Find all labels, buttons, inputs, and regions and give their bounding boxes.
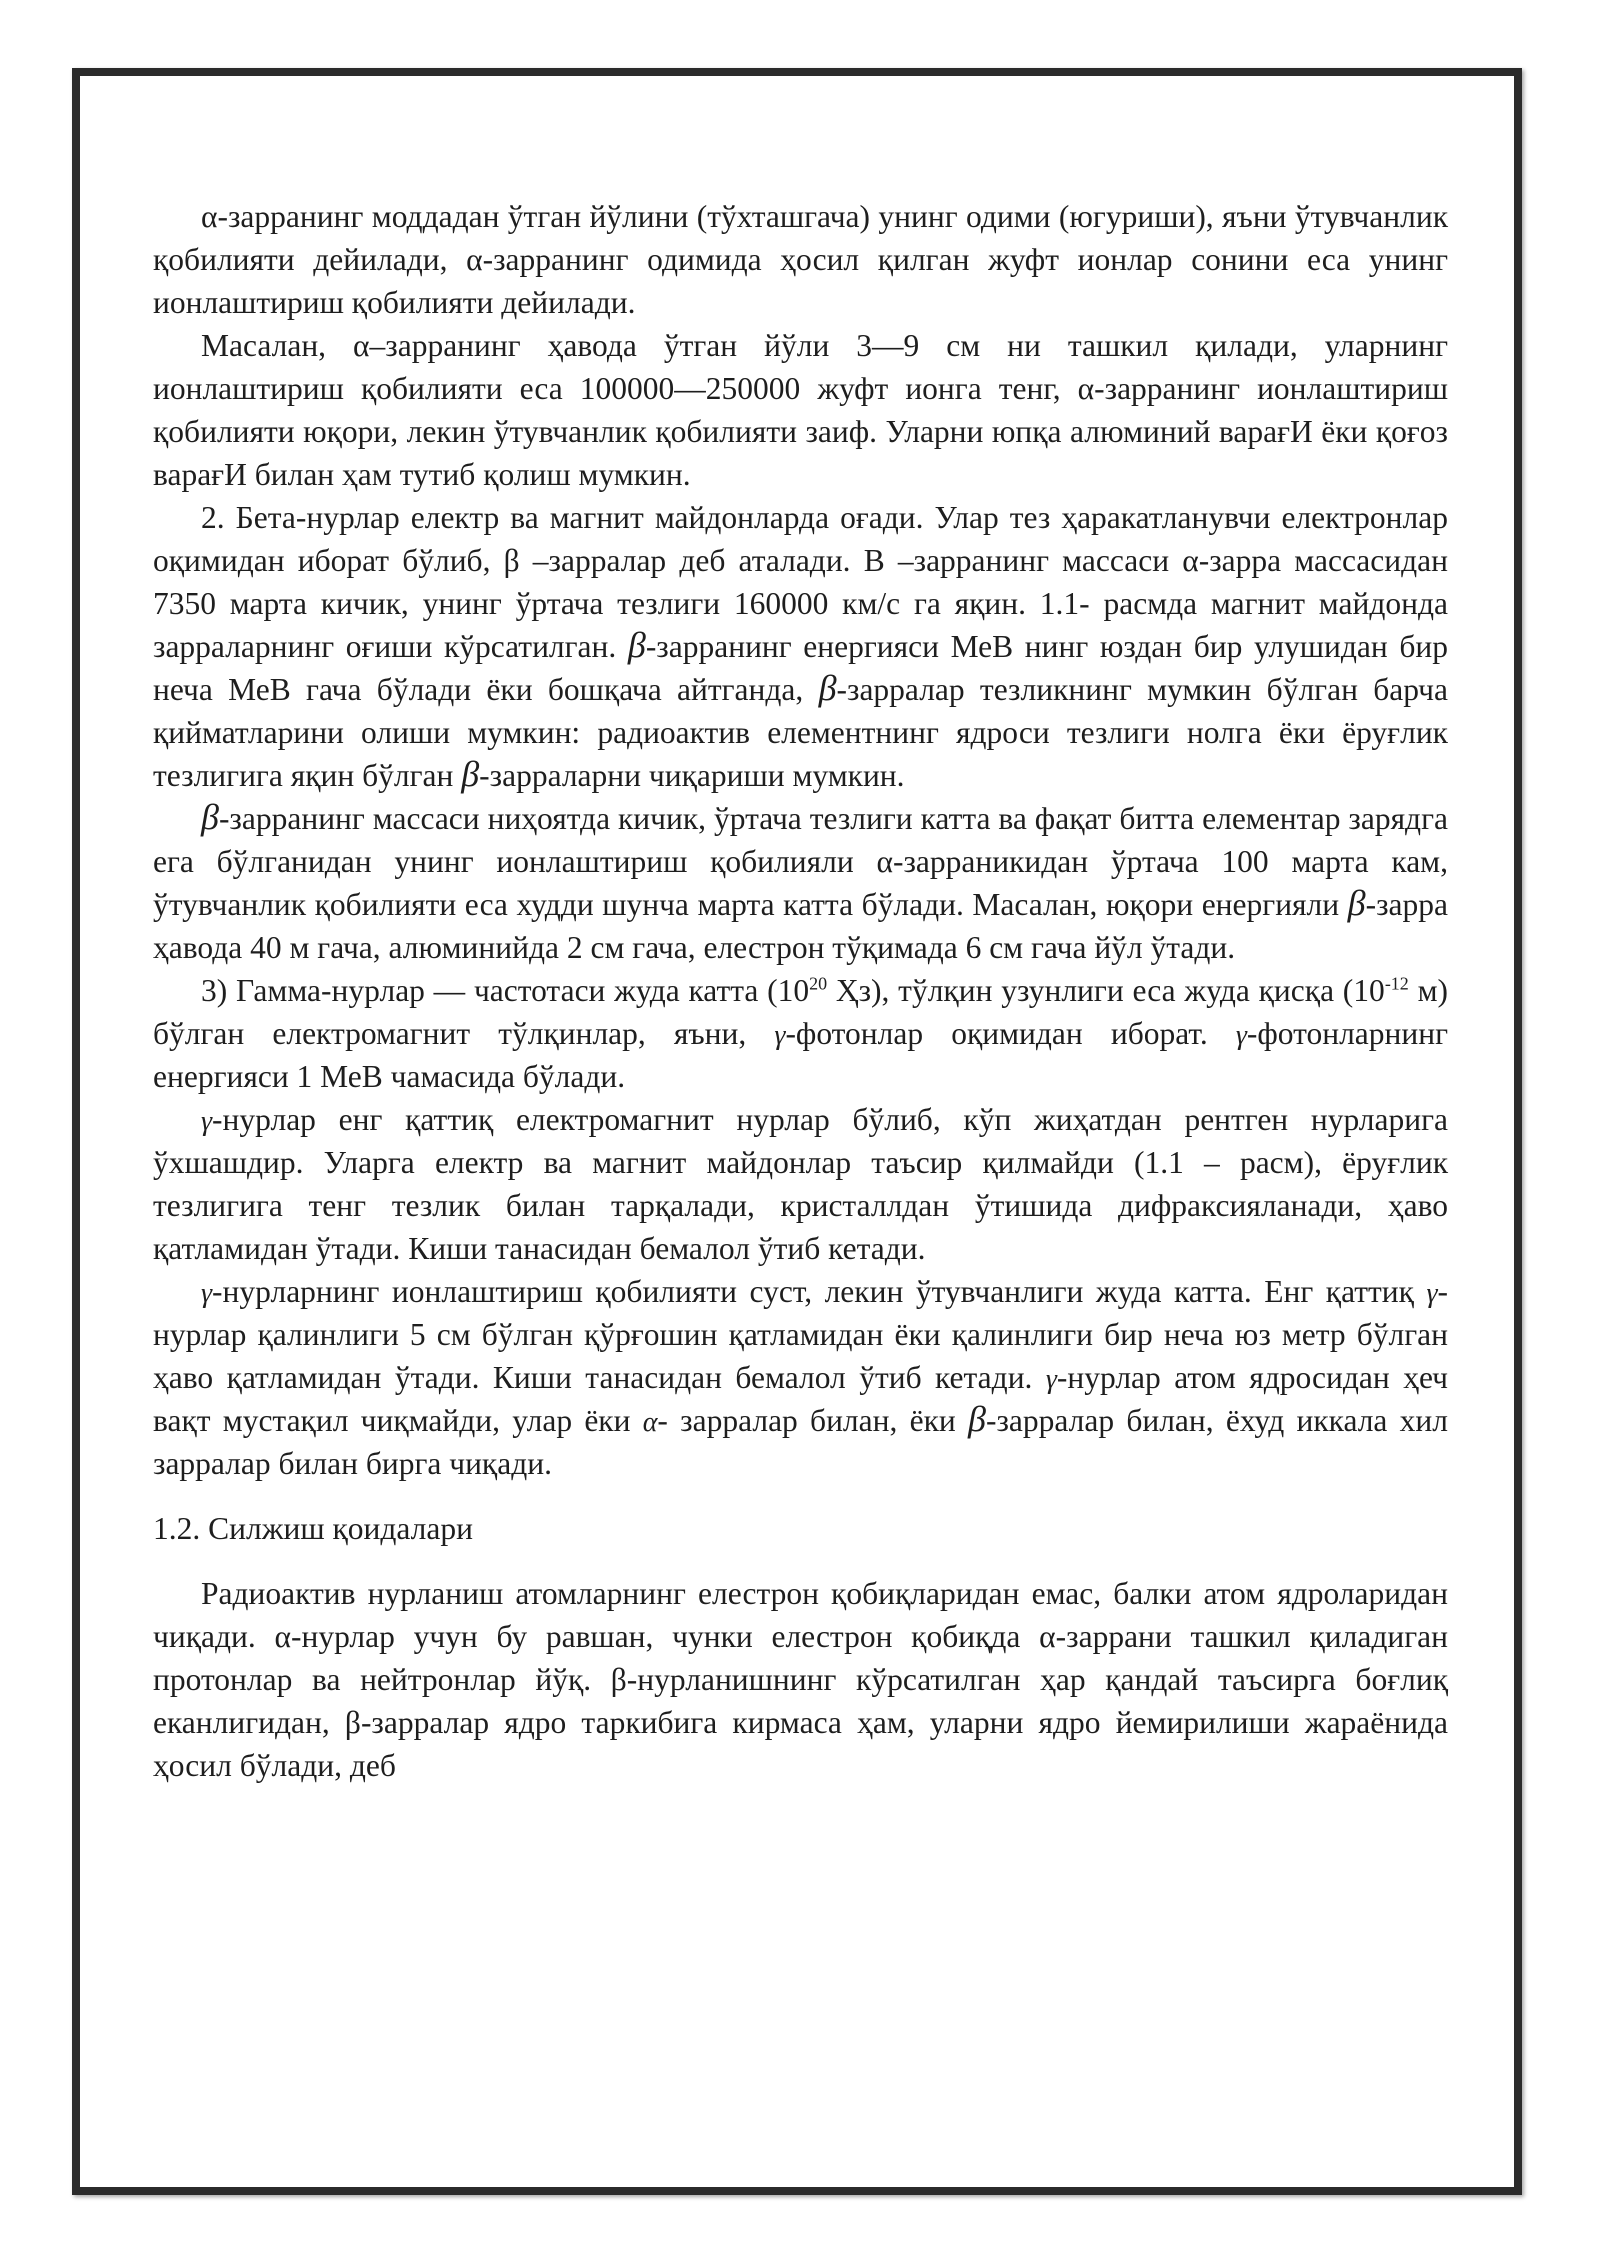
paragraph-1: α-зарранинг моддадан ўтган йўлини (тўхташгача) унинг одими (югуриши), яъни ўтувчанлик қобилияти дейилади, α-зарранинг одимида ҳосил қилган жуфт ионлар сонини еса унинг ионлаштириш қобилияти дейилади. bbox=[153, 199, 1448, 320]
paragraph-5-text-e: -фотонларнинг енергияси 1 МеВ чамасида бўлади. bbox=[153, 1016, 1449, 1094]
alpha-symbol: α bbox=[642, 1407, 658, 1438]
paragraph-7-text-d: - зарралар билан, ёки bbox=[657, 1403, 969, 1438]
exponent-20: 20 bbox=[809, 973, 828, 994]
beta-symbol: β bbox=[627, 625, 646, 665]
paragraph-5-text-c: м) бўлган електромагнит тўлқинлар, яъни, bbox=[153, 973, 1448, 1051]
paragraph-3-text-a: 2. Бета-нурлар електр ва магнит майдонларда оғади. Улар тез ҳаракатланувчи електронлар оқимидан иборат бўлиб, β –зарралар деб аталади. В –зарранинг массаси α-зарра массасидан 7350 марта кичик, унинг ўртача тезлиги 160000 км/с га яқин. 1.1- расмда магнит майдонда зарраларнинг оғиши кўрсатилган. bbox=[153, 500, 1448, 664]
paragraph-5-text-a: 3) Гамма-нурлар — частотаси жуда катта (10 bbox=[201, 973, 810, 1008]
beta-symbol: β bbox=[201, 797, 219, 837]
exponent-minus-12: -12 bbox=[1384, 973, 1409, 994]
gamma-symbol: γ bbox=[1045, 1364, 1057, 1395]
document-body bbox=[153, 195, 1448, 1787]
gamma-symbol: γ bbox=[201, 1278, 213, 1309]
paragraph-3-text-c: -зарралар тезликнинг мумкин бўлган барча қийматларини олиши мумкин: радиоактив елементнинг ядроси тезлиги нолга ёки ёруғлик тезлигига яқин бўлган bbox=[153, 672, 1449, 793]
paragraph-6-text-a: -нурлар енг қаттиқ електромагнит нурлар бўлиб, кўп жиҳатдан рентген нурларига ўхшашдир. Уларга електр ва магнит майдонлар таъсир қилмайди (1.1 – расм), ёруғлик тезлигига тенг тезлик билан тарқалади, кристаллдан ўтишида дифраксияланади, ҳаво қатламидан ўтади. Киши танасидан бемалол ўтиб кетади. bbox=[153, 1102, 1448, 1266]
paragraph-7-text-a: -нурларнинг ионлаштириш қобилияти суст, лекин ўтувчанлиги жуда катта. Енг қаттиқ bbox=[212, 1274, 1427, 1309]
paragraph-8: Радиоактив нурланиш атомларнинг елестрон қобиқларидан емас, балки атом ядроларидан чиқади. α-нурлар учун бу равшан, чунки елестрон қобиқда α-заррани ташкил қиладиган протонлар ва нейтронлар йўқ. β-нурланишнинг кўрсатилган ҳар қандай таъсирга боғлиқ еканлигидан, β-зарралар ядро таркибига кирмаса ҳам, уларни ядро йемирилиши жараёнида ҳосил бўлади, деб bbox=[153, 1576, 1448, 1783]
paragraph-6 bbox=[153, 1098, 1448, 1270]
paragraph-7-text-c: -нурлар атом ядросидан ҳеч вақт мустақил чиқмайди, улар ёки bbox=[153, 1360, 1448, 1438]
paragraph-7-text-e: -зарралар билан, ёхуд иккала хил зарралар билан бирга чиқади. bbox=[153, 1403, 1448, 1481]
beta-symbol: β bbox=[461, 754, 480, 794]
paragraph-4-text-a: -зарранинг массаси ниҳоятда кичик, ўртача тезлиги катта ва фақат битта елементар зарядга ега бўлганидан унинг ионлаштириш қобилияли α-зарраникидан ўртача 100 марта кам, ўтувчанлик қобилияти еса худди шунча марта катта бўлади. Масалан, юқори енергияли bbox=[153, 801, 1448, 922]
gamma-symbol: γ bbox=[201, 1106, 213, 1137]
paragraph-7 bbox=[153, 1270, 1448, 1485]
beta-symbol: β bbox=[968, 1399, 986, 1439]
paragraph-4-text-b: -зарра ҳавода 40 м гача, алюминийда 2 см гача, елестрон тўқимада 6 см гача йўл ўтади. bbox=[153, 887, 1448, 965]
paragraph-4 bbox=[153, 797, 1448, 969]
gamma-symbol: γ bbox=[774, 1020, 786, 1051]
paragraph-2: Масалан, α–зарранинг ҳавода ўтган йўли 3—9 см ни ташкил қилади, уларнинг ионлаштириш қобилияти еса 100000—250000 жуфт ионга тенг, α-зарранинг ионлаштириш қобилияти юқори, лекин ўтувчанлик қобилияти заиф. Уларни юпқа алюминий варағИ ёки қоғоз варағИ билан ҳам тутиб қолиш мумкин. bbox=[153, 328, 1448, 492]
paragraph-5 bbox=[153, 969, 1448, 1098]
section-heading: 1.2. Силжиш қоидалари bbox=[153, 1511, 473, 1546]
beta-symbol: β bbox=[1347, 883, 1366, 923]
paragraph-5-text-b: Ҳз), тўлқин узунлиги еса жуда қисқа (10 bbox=[827, 973, 1385, 1008]
paragraph-3 bbox=[153, 496, 1448, 797]
beta-symbol: β bbox=[818, 668, 837, 708]
paragraph-3-text-b: -зарранинг енергияси МеВ нинг юздан бир улушидан бир неча МеВ гача бўлади ёки бошқача айтганда, bbox=[153, 629, 1448, 707]
gamma-symbol: γ bbox=[1426, 1278, 1438, 1309]
gamma-symbol: γ bbox=[1235, 1020, 1247, 1051]
paragraph-7-text-b: -нурлар қалинлиги 5 см бўлган қўрғошин қатламидан ёки қалинлиги бир неча юз метр бўлган ҳаво қатламидан ўтади. Киши танасидан бемалол ўтиб кетади. bbox=[153, 1274, 1448, 1395]
paragraph-3-text-d: -зарраларни чиқариши мумкин. bbox=[479, 758, 905, 793]
paragraph-5-text-d: -фотонлар оқимидан иборат. bbox=[785, 1016, 1236, 1051]
